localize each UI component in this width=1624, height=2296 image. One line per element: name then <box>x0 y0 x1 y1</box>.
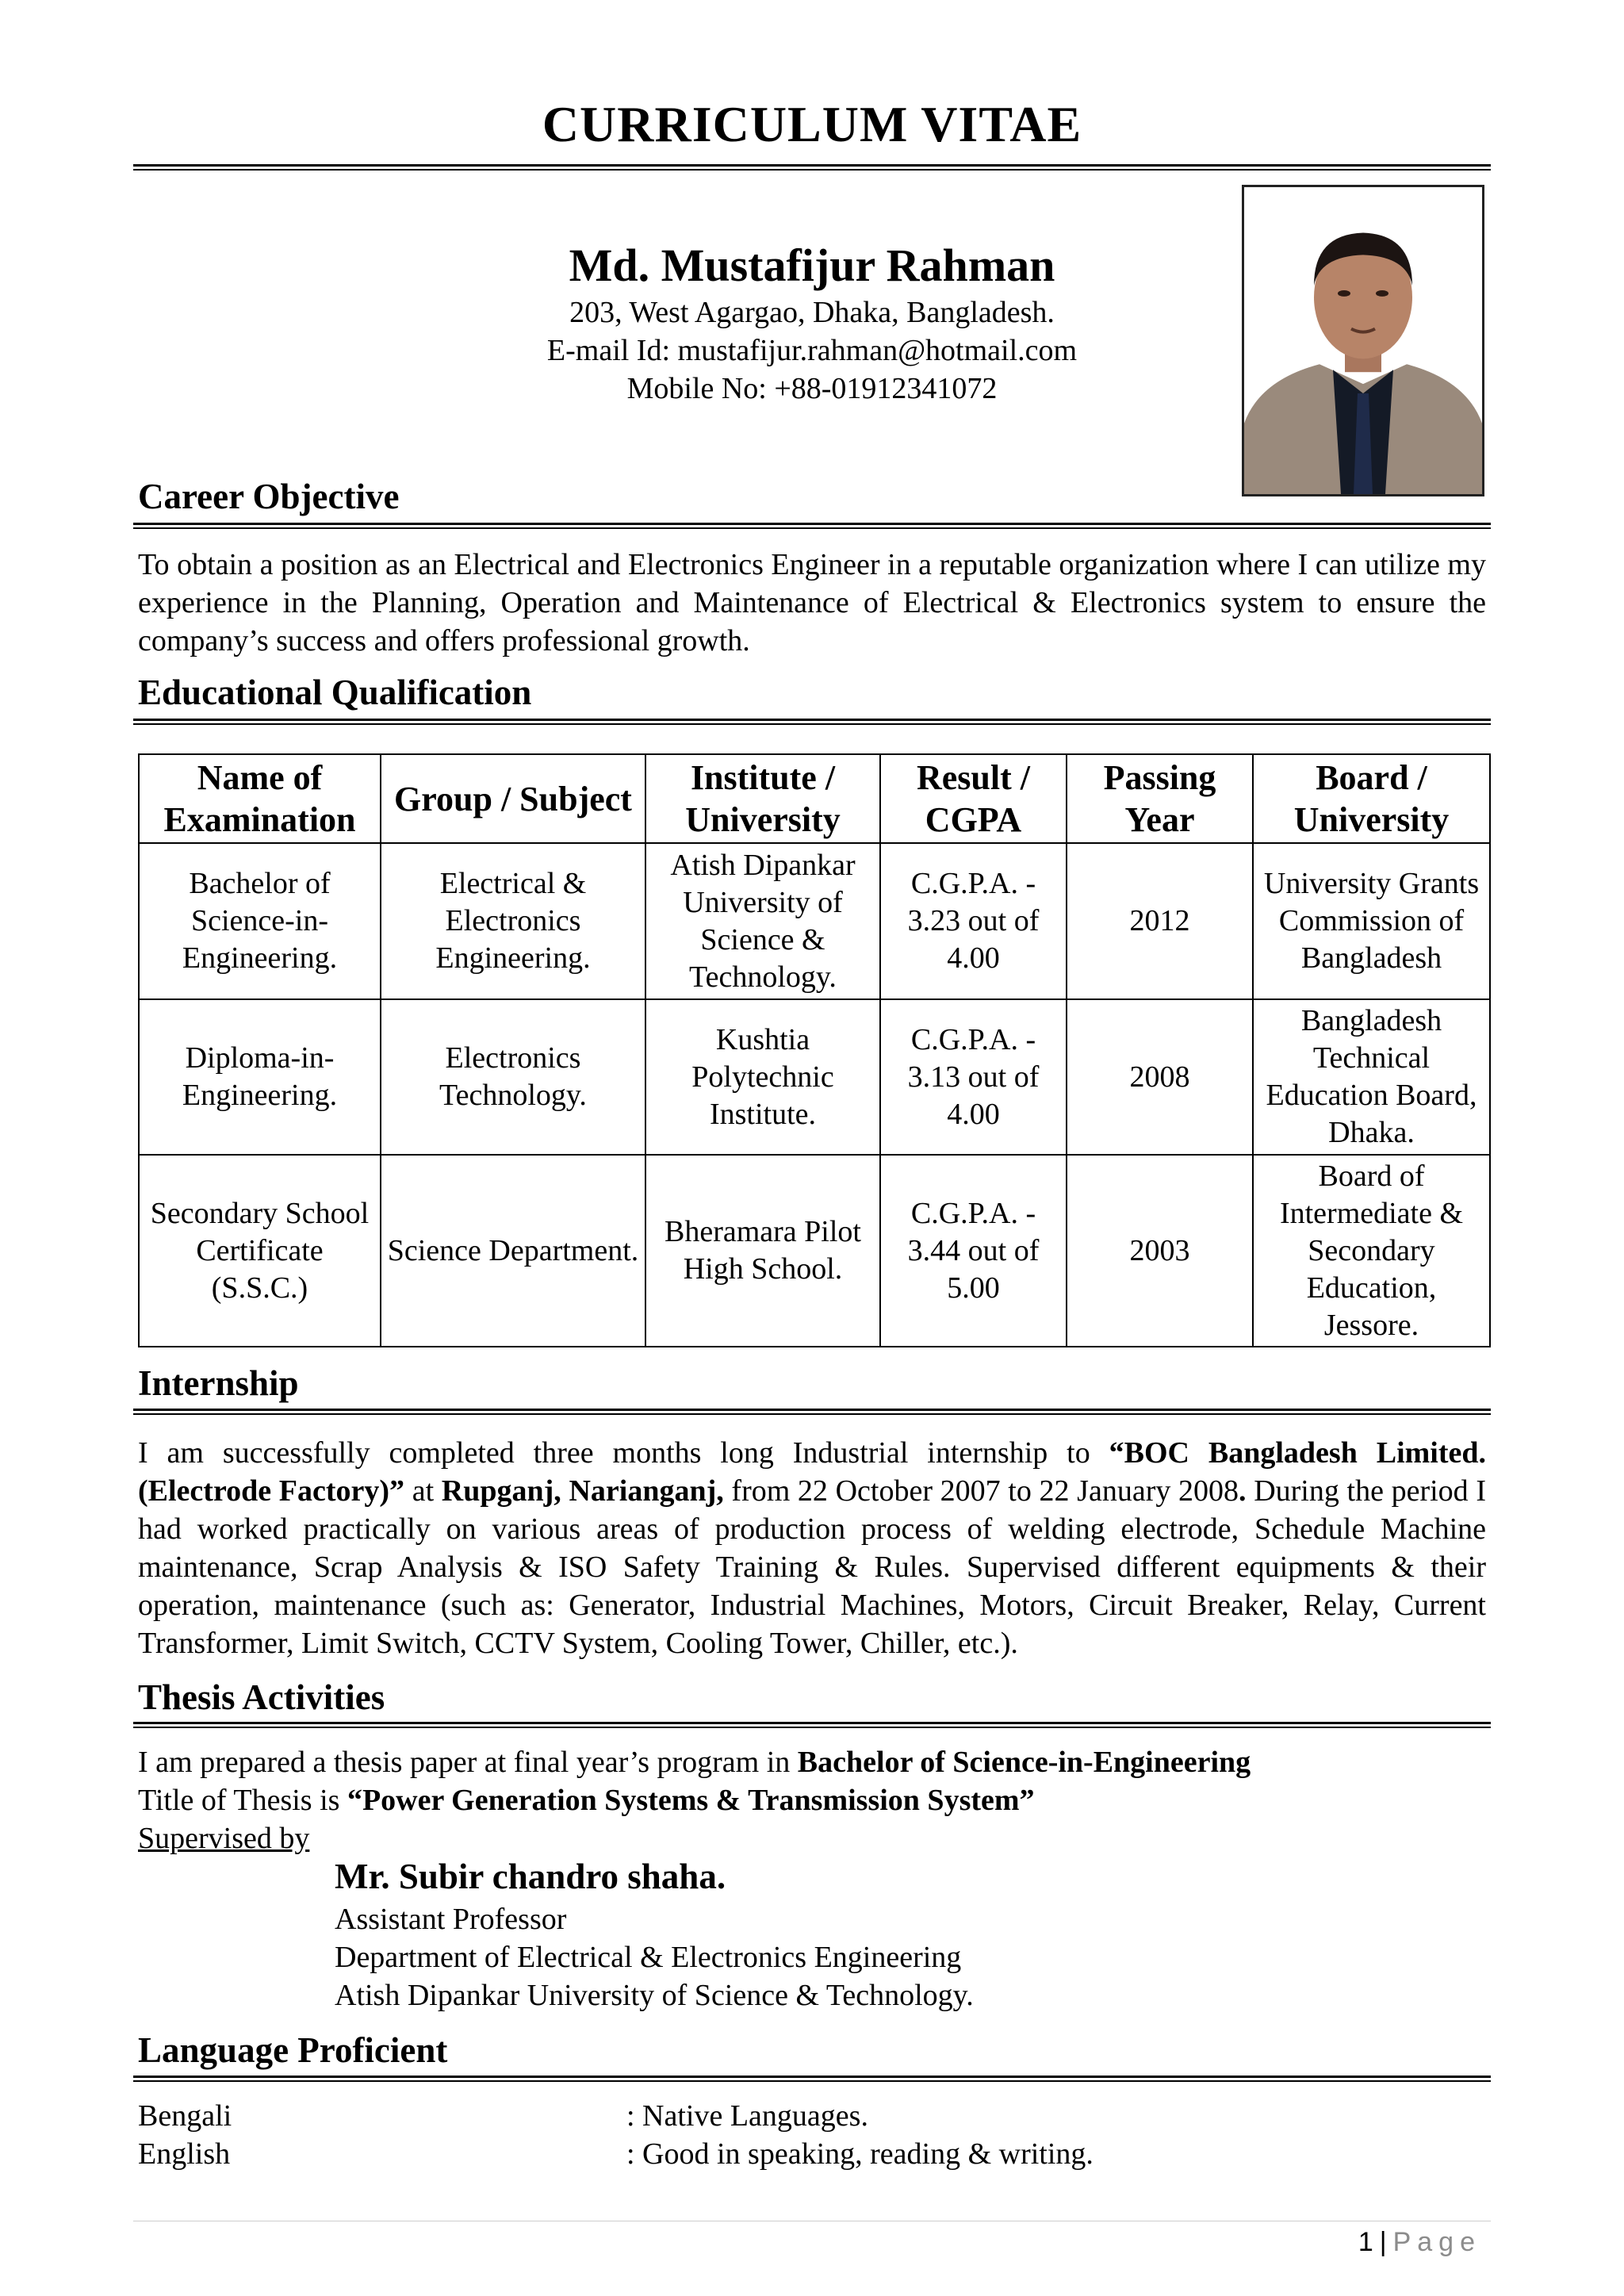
internship-location: Rupganj, Narianganj, <box>441 1474 724 1508</box>
supervised-by-label: Supervised by <box>138 1822 310 1855</box>
title-divider <box>133 164 1491 171</box>
education-divider <box>133 719 1491 725</box>
column-header: Passing Year <box>1067 754 1253 843</box>
education-heading: Educational Qualification <box>138 673 532 712</box>
column-header: Result / CGPA <box>880 754 1067 843</box>
table-cell: 2012 <box>1067 843 1253 999</box>
internship-text: I am successfully completed three months long Industrial internship to “BOC Bangladesh Limited. (Electrode Factory)” at Rupganj, Narianganj, from 22 October 2007 to 22 January 2008. During the period I had worked practically on various areas of production process of welding electrode, Schedule Machine maintenance, Scrap Analysis & ISO Safety Training & Rules. Supervised different equipments & their operation, maintenance (such as: Generator, Industrial Machines, Motors, Circuit Breaker, Relay, Current Transformer, Limit Switch, CCTV System, Cooling Tower, Chiller, etc.). <box>138 1436 1486 1660</box>
table-cell: Kushtia Polytechnic Institute. <box>645 999 880 1155</box>
supervisor-university: Atish Dipankar University of Science & Technology. <box>335 1979 974 2012</box>
company-name: “BOC Bangladesh Limited. (Electrode Factory)” <box>138 1436 1486 1508</box>
person-name: Md. Mustafijur Rahman <box>569 240 1055 291</box>
language-divider <box>133 2076 1491 2082</box>
table-cell: Science Department. <box>381 1155 645 1347</box>
address: 203, West Agargao, Dhaka, Bangladesh. <box>569 296 1055 329</box>
supervisor-title: Assistant Professor <box>335 1903 567 1936</box>
table-cell: C.G.P.A. - 3.23 out of 4.00 <box>880 843 1067 999</box>
language-level: : Good in speaking, reading & writing. <box>626 2137 1094 2171</box>
table-cell: Bangladesh Technical Education Board, Dhaka. <box>1253 999 1490 1155</box>
supervisor-name: Mr. Subir chandro shaha. <box>335 1857 726 1896</box>
thesis-divider <box>133 1722 1491 1728</box>
language-name: Bengali <box>138 2099 232 2133</box>
table-cell: 2008 <box>1067 999 1253 1155</box>
table-cell: Bheramara Pilot High School. <box>645 1155 880 1347</box>
table-cell: Board of Intermediate & Secondary Education, Jessore. <box>1253 1155 1490 1347</box>
supervisor-department: Department of Electrical & Electronics Engineering <box>335 1941 962 1974</box>
table-cell: C.G.P.A. - 3.13 out of 4.00 <box>880 999 1067 1155</box>
career-objective-heading: Career Objective <box>138 477 400 516</box>
thesis-title-line: Title of Thesis is “Power Generation Systems & Transmission System” <box>138 1784 1035 1817</box>
mobile-number: Mobile No: +88-01912341072 <box>626 372 998 405</box>
email: E-mail Id: mustafijur.rahman@hotmail.com <box>546 334 1078 367</box>
column-header: Name of Examination <box>139 754 381 843</box>
column-header: Institute / University <box>645 754 880 843</box>
thesis-program-line: I am prepared a thesis paper at final year’s program in Bachelor of Science-in-Engineering <box>138 1746 1251 1779</box>
page-label: Page <box>1392 2227 1481 2257</box>
person-photo-icon <box>1242 185 1484 496</box>
column-header: Board / University <box>1253 754 1490 843</box>
table-cell: 2003 <box>1067 1155 1253 1347</box>
table-row <box>139 1155 1490 1347</box>
internship-heading: Internship <box>138 1363 299 1403</box>
table-row <box>139 999 1490 1155</box>
language-name: English <box>138 2137 231 2171</box>
page-number: 1 <box>1358 2227 1373 2257</box>
table-cell: University Grants Commission of Bangladesh <box>1253 843 1490 999</box>
internship-divider <box>133 1409 1491 1415</box>
table-cell: Secondary School Certificate (S.S.C.) <box>139 1155 381 1347</box>
thesis-heading: Thesis Activities <box>138 1677 385 1717</box>
career-objective-divider <box>133 523 1491 529</box>
table-cell: Atish Dipankar University of Science & Technology. <box>645 843 880 999</box>
page-footer <box>1358 2227 1481 2258</box>
language-level: : Native Languages. <box>626 2099 868 2133</box>
table-cell: C.G.P.A. - 3.44 out of 5.00 <box>880 1155 1067 1347</box>
table-cell: Bachelor of Science-in-Engineering. <box>139 843 381 999</box>
career-objective-text: To obtain a position as an Electrical and Electronics Engineer in a reputable organization where I can utilize my experience in the Planning, Operation and Maintenance of Electrical & Electronics system to ensure the company’s success and offers professional growth. <box>138 548 1486 657</box>
language-heading: Language Proficient <box>138 2030 448 2070</box>
table-row <box>139 843 1490 999</box>
table-cell: Diploma-in-Engineering. <box>139 999 381 1155</box>
column-header: Group / Subject <box>381 754 645 843</box>
table-cell: Electrical & Electronics Engineering. <box>381 843 645 999</box>
footer-separator: | <box>1379 2227 1387 2257</box>
table-header-row <box>139 754 1490 843</box>
page-title: CURRICULUM VITAE <box>542 96 1082 152</box>
education-table <box>138 753 1491 1347</box>
table-cell: Electronics Technology. <box>381 999 645 1155</box>
